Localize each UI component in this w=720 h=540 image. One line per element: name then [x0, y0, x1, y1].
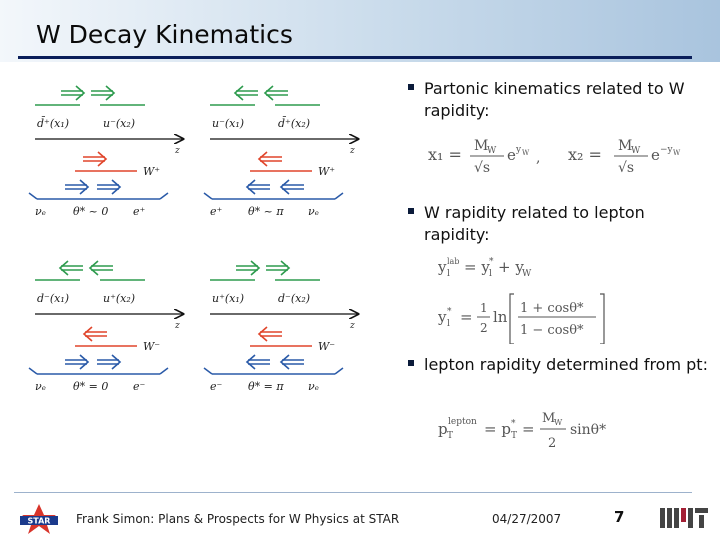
slide-title: W Decay Kinematics — [36, 20, 293, 49]
theta-label: θ* = π — [248, 380, 284, 393]
lepton-arrow-head — [80, 355, 88, 369]
svg-text:STAR: STAR — [27, 516, 51, 526]
lepton-line-tip — [335, 368, 343, 374]
svg-text:lab: lab — [447, 257, 460, 266]
svg-text:W: W — [631, 146, 641, 156]
bullet-marker — [408, 360, 414, 366]
bullet-lepton — [408, 354, 708, 376]
kinematics-panel — [204, 261, 358, 393]
z-axis-label: z — [175, 146, 180, 156]
svg-text:e: e — [651, 146, 660, 164]
bullet-text: lepton rapidity determined from pt: — [424, 355, 708, 374]
lepton-line-tip — [160, 368, 168, 374]
svg-text:*: * — [447, 307, 452, 317]
svg-text:W: W — [487, 146, 497, 156]
z-axis-label: z — [350, 146, 355, 156]
lepton-line-tip — [29, 368, 37, 374]
beam-arrow-head — [90, 261, 98, 275]
kinematics-panel — [29, 86, 183, 218]
formula-rapidity-svg — [438, 254, 688, 344]
beam-arrow-head — [265, 86, 273, 100]
boson-arrow-head — [84, 327, 92, 341]
svg-text:−y: −y — [660, 145, 673, 155]
lepton-arrow-head — [112, 180, 120, 194]
svg-text:lepton: lepton — [448, 417, 477, 427]
lepton-label-e: νₑ — [308, 380, 319, 393]
bullet-marker — [408, 84, 414, 90]
svg-text:1 + cosθ*: 1 + cosθ* — [520, 301, 584, 316]
kinematics-diagrams — [25, 75, 365, 395]
boson-label: W⁻ — [143, 340, 161, 353]
parton-label-a: u⁻(x₁) — [212, 117, 245, 130]
boson-arrow-head — [98, 152, 106, 166]
svg-text:*: * — [489, 257, 494, 267]
lepton-label-c: e⁻ — [210, 380, 223, 393]
svg-text:2: 2 — [548, 436, 557, 451]
lepton-line-tip — [160, 193, 168, 199]
lepton-arrow-head — [247, 355, 255, 369]
lepton-line-tip — [204, 368, 212, 374]
boson-arrow-head — [259, 152, 267, 166]
svg-text:e: e — [507, 146, 516, 164]
svg-text:x₂ =: x₂ = — [568, 145, 602, 164]
beam-arrow-head — [106, 86, 114, 100]
formula-pt — [438, 404, 668, 454]
lepton-label-c: νₑ — [35, 380, 46, 393]
beam-arrow-head — [281, 261, 289, 275]
page-number: 7 — [614, 508, 625, 526]
z-axis-label: z — [350, 321, 355, 331]
bullet-text: Partonic kinematics related to W rapidity: — [424, 79, 685, 120]
lepton-arrow-head — [281, 180, 289, 194]
svg-text:+ y: + y — [498, 258, 524, 276]
star-logo — [14, 502, 64, 536]
svg-text:x₁ =: x₁ = — [428, 145, 462, 164]
beam-arrow-head — [76, 86, 84, 100]
svg-text:= p: = p — [484, 420, 511, 438]
parton-label-b: u⁺(x₂) — [103, 292, 136, 305]
z-axis-label: z — [175, 321, 180, 331]
svg-text:√s: √s — [474, 160, 491, 176]
boson-label: W⁺ — [143, 165, 161, 178]
theta-label: θ* ~ π — [248, 205, 284, 218]
boson-label: W⁺ — [318, 165, 336, 178]
parton-label-a: u⁺(x₁) — [212, 292, 245, 305]
lepton-label-c: νₑ — [35, 205, 46, 218]
svg-text:W: W — [522, 269, 532, 279]
lepton-label-e: e⁻ — [133, 380, 146, 393]
lepton-arrow-head — [281, 355, 289, 369]
svg-text:l: l — [447, 269, 450, 279]
bullet-w-rapidity — [408, 202, 708, 246]
beam-arrow-head — [251, 261, 259, 275]
theta-label: θ* = 0 — [73, 380, 109, 393]
lepton-label-e: νₑ — [308, 205, 319, 218]
svg-text:1: 1 — [480, 301, 488, 315]
svg-text:y: y — [438, 308, 447, 326]
svg-text:T: T — [447, 431, 454, 441]
kinematics-diagram-svg — [25, 75, 365, 395]
theta-label: θ* ~ 0 — [73, 205, 109, 218]
footer — [0, 492, 720, 540]
lepton-label-c: e⁺ — [210, 205, 223, 218]
parton-label-b: d⁻(x₂) — [278, 292, 311, 305]
formula-rapidity — [438, 254, 688, 344]
boson-arrow-head — [259, 327, 267, 341]
parton-label-a: d̄⁺(x₁) — [37, 117, 70, 130]
lepton-arrow-head — [112, 355, 120, 369]
svg-text:M: M — [542, 411, 556, 426]
lepton-arrow-head — [247, 180, 255, 194]
svg-text:W: W — [673, 149, 681, 157]
lepton-label-e: e⁺ — [133, 205, 146, 218]
lepton-line-tip — [29, 193, 37, 199]
parton-label-a: d⁻(x₁) — [37, 292, 70, 305]
footer-date: 04/27/2007 — [492, 512, 562, 526]
svg-text:l: l — [489, 269, 492, 279]
svg-text:y: y — [516, 145, 522, 155]
svg-text:,: , — [536, 150, 541, 166]
bullet-partonic — [408, 78, 708, 122]
svg-text:M: M — [474, 138, 489, 154]
parton-label-b: u⁻(x₂) — [103, 117, 136, 130]
svg-text:M: M — [618, 138, 633, 154]
lepton-line-tip — [335, 193, 343, 199]
parton-label-b: d̄⁺(x₂) — [278, 117, 311, 130]
svg-text:*: * — [511, 419, 516, 429]
svg-text:l: l — [447, 319, 450, 329]
lepton-arrow-head — [80, 180, 88, 194]
kinematics-panel — [204, 86, 358, 218]
svg-text:= y: = y — [464, 258, 490, 276]
svg-text:p: p — [438, 420, 448, 438]
title-rule — [18, 56, 692, 59]
bullet-marker — [408, 208, 414, 214]
svg-text:√s: √s — [618, 160, 635, 176]
formula-partonic-svg — [428, 130, 708, 180]
svg-text:=: = — [522, 420, 535, 438]
svg-text:=: = — [460, 308, 473, 326]
footer-author: Frank Simon: Plans & Prospects for W Physics at STAR — [76, 512, 400, 526]
kinematics-panel — [29, 261, 183, 393]
svg-text:2: 2 — [480, 321, 488, 335]
formula-pt-svg — [438, 404, 668, 454]
svg-text:1 − cosθ*: 1 − cosθ* — [520, 323, 584, 338]
boson-label: W⁻ — [318, 340, 336, 353]
svg-text:ln: ln — [493, 308, 508, 326]
svg-text:W: W — [522, 149, 530, 157]
beam-arrow-head — [235, 86, 243, 100]
svg-text:y: y — [438, 258, 447, 276]
svg-text:T: T — [511, 431, 518, 441]
footer-rule — [14, 492, 692, 493]
lepton-line-tip — [204, 193, 212, 199]
mit-logo — [660, 508, 708, 528]
svg-text:sinθ*: sinθ* — [570, 422, 607, 438]
svg-text:W: W — [554, 418, 563, 427]
beam-arrow-head — [60, 261, 68, 275]
bullet-text: W rapidity related to lepton rapidity: — [424, 203, 645, 244]
formula-partonic — [428, 130, 708, 180]
